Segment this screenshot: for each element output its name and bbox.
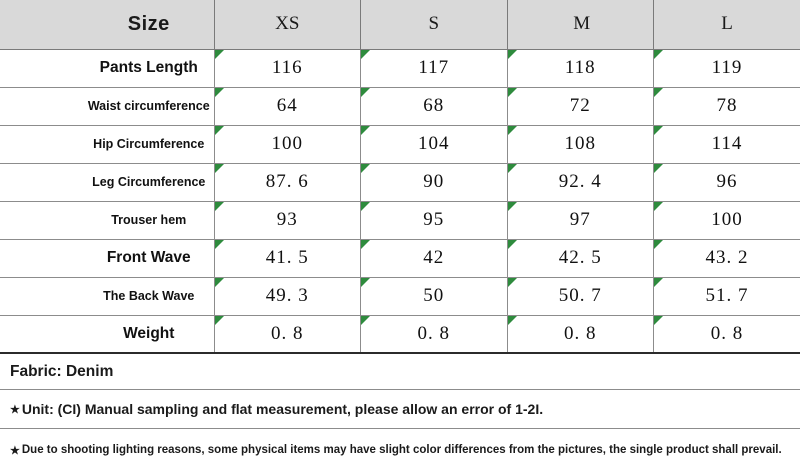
cell-pants-length-m: 118 bbox=[507, 49, 654, 87]
table-row bbox=[0, 201, 800, 239]
cell-waist-xs: 64 bbox=[214, 87, 361, 125]
note-unit bbox=[0, 390, 800, 429]
cell-front-wave-l: 43. 2 bbox=[654, 239, 800, 277]
row-label-leg-circumference: Leg Circumference bbox=[0, 163, 214, 201]
cell-pants-length-s: 117 bbox=[361, 49, 508, 87]
row-label-trouser-hem: Trouser hem bbox=[0, 201, 214, 239]
cell-leg-s: 90 bbox=[361, 163, 508, 201]
cell-hip-xs: 100 bbox=[214, 125, 361, 163]
header-size-m-glyph: M bbox=[573, 13, 587, 35]
cell-back-wave-s: 50 bbox=[361, 277, 508, 315]
cell-weight-l: 0. 8 bbox=[654, 315, 800, 353]
cell-hem-l: 100 bbox=[654, 201, 800, 239]
note-fabric-text: Fabric: Denim bbox=[10, 363, 113, 381]
table-row bbox=[0, 49, 800, 87]
cell-waist-s: 68 bbox=[361, 87, 508, 125]
header-size-xs: XS bbox=[214, 0, 361, 49]
cell-front-wave-m: 42. 5 bbox=[507, 239, 654, 277]
row-label-hip-circumference: Hip Circumference bbox=[0, 125, 214, 163]
table-row bbox=[0, 163, 800, 201]
cell-pants-length-l: 119 bbox=[654, 49, 800, 87]
cell-back-wave-xs: 49. 3 bbox=[214, 277, 361, 315]
cell-weight-xs: 0. 8 bbox=[214, 315, 361, 353]
note-fabric bbox=[0, 354, 800, 390]
table-row bbox=[0, 239, 800, 277]
cell-leg-l: 96 bbox=[654, 163, 800, 201]
header-size-m bbox=[507, 0, 654, 49]
cell-hip-l: 114 bbox=[654, 125, 800, 163]
cell-leg-m: 92. 4 bbox=[507, 163, 654, 201]
cell-hem-m: 97 bbox=[507, 201, 654, 239]
table-header-row bbox=[0, 0, 800, 49]
footer-notes bbox=[0, 354, 800, 471]
cell-hem-xs: 93 bbox=[214, 201, 361, 239]
note-color-difference bbox=[0, 429, 800, 471]
table-row bbox=[0, 87, 800, 125]
cell-hip-s: 104 bbox=[361, 125, 508, 163]
cell-waist-m: 72 bbox=[507, 87, 654, 125]
cell-front-wave-s: 42 bbox=[361, 239, 508, 277]
cell-pants-length-xs: 116 bbox=[214, 49, 361, 87]
star-icon: ★ bbox=[10, 403, 20, 416]
cell-weight-m: 0. 8 bbox=[507, 315, 654, 353]
cell-leg-xs: 87. 6 bbox=[214, 163, 361, 201]
row-label-front-wave: Front Wave bbox=[0, 239, 214, 277]
row-label-pants-length: Pants Length bbox=[0, 49, 214, 87]
cell-weight-s: 0. 8 bbox=[361, 315, 508, 353]
table-body bbox=[0, 49, 800, 353]
table-row bbox=[0, 125, 800, 163]
cell-back-wave-m: 50. 7 bbox=[507, 277, 654, 315]
row-label-back-wave: The Back Wave bbox=[0, 277, 214, 315]
table-row bbox=[0, 277, 800, 315]
cell-back-wave-l: 51. 7 bbox=[654, 277, 800, 315]
star-icon: ★ bbox=[10, 444, 20, 457]
header-size-label: Size bbox=[0, 0, 214, 49]
note-unit-text: Unit: (CI) Manual sampling and flat measurement, please allow an error of 1-2I. bbox=[22, 401, 543, 417]
cell-hip-m: 108 bbox=[507, 125, 654, 163]
cell-hem-s: 95 bbox=[361, 201, 508, 239]
cell-waist-l: 78 bbox=[654, 87, 800, 125]
table-row bbox=[0, 315, 800, 353]
cell-front-wave-xs: 41. 5 bbox=[214, 239, 361, 277]
row-label-waist-circumference: Waist circumference bbox=[0, 87, 214, 125]
header-size-l: L bbox=[654, 0, 800, 49]
note-color-text: Due to shooting lighting reasons, some physical items may have slight color differences from the pictures, the single product shall prevail. bbox=[22, 444, 782, 456]
row-label-weight: Weight bbox=[0, 315, 214, 353]
header-size-s: S bbox=[361, 0, 508, 49]
